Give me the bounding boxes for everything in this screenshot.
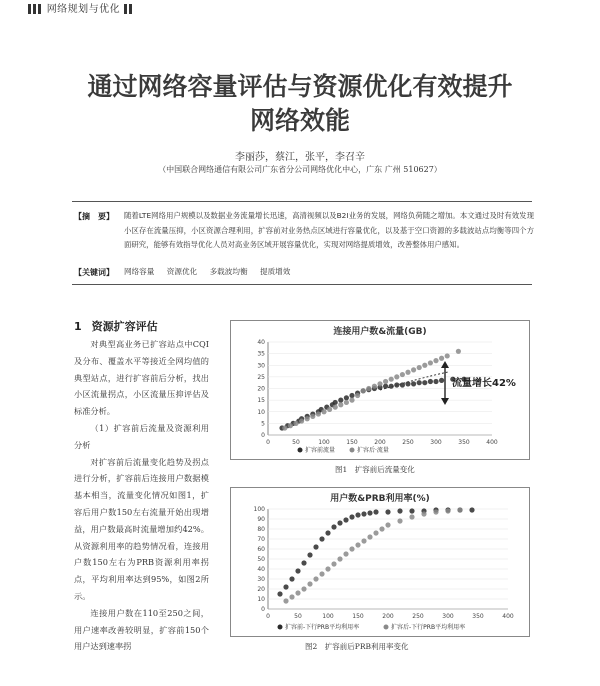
scatter-point xyxy=(367,510,372,515)
scatter-point xyxy=(327,407,332,412)
y-tick-label: 70 xyxy=(257,536,265,543)
scatter-point xyxy=(428,360,433,365)
header-bar-icon xyxy=(33,4,36,14)
scatter-point xyxy=(321,409,326,414)
keyword: 网络容量 xyxy=(124,267,155,276)
x-tick-label: 250 xyxy=(412,613,424,620)
section-heading xyxy=(74,318,168,334)
scatter-point xyxy=(344,395,349,400)
body-column xyxy=(74,336,209,655)
scatter-point xyxy=(411,367,416,372)
scatter-point xyxy=(385,509,390,514)
scatter-point xyxy=(405,370,410,375)
legend-marker xyxy=(384,625,389,630)
legend-entry: 扩容后·流量 xyxy=(357,447,389,454)
scatter-point xyxy=(428,379,433,384)
chart-title: 用户数&PRB利用率(%) xyxy=(330,494,430,504)
header-text: 网络规划与优化 xyxy=(46,4,121,15)
scatter-point xyxy=(379,526,384,531)
prb-scatter-chart xyxy=(230,487,530,637)
header-bar-icon xyxy=(38,4,41,14)
x-tick-label: 0 xyxy=(266,439,270,446)
header-bar-icon xyxy=(129,4,132,14)
paragraph: （1）扩容前后流量及资源利用分析 xyxy=(74,422,209,450)
y-tick-label: 90 xyxy=(257,516,265,523)
scatter-point xyxy=(349,398,354,403)
scatter-point xyxy=(307,581,312,586)
keywords-label: 【关键词】 xyxy=(74,268,114,277)
keyword: 多载波均衡 xyxy=(209,267,248,276)
legend-entry: 扩容前流量 xyxy=(305,447,336,454)
scatter-point xyxy=(349,514,354,519)
scatter-point xyxy=(469,507,474,512)
traffic-scatter-chart xyxy=(230,320,530,460)
scatter-point xyxy=(288,423,293,428)
y-tick-label: 50 xyxy=(257,556,265,563)
scatter-point xyxy=(361,388,366,393)
abstract-bottom-rule xyxy=(72,284,532,285)
x-tick-label: 100 xyxy=(318,439,330,446)
scatter-point xyxy=(289,576,294,581)
y-tick-label: 20 xyxy=(257,586,265,593)
scatter-point xyxy=(295,568,300,573)
scatter-point xyxy=(373,530,378,535)
title-line-2: 网络效能 xyxy=(249,106,350,135)
scatter-point xyxy=(337,520,342,525)
scatter-point xyxy=(433,509,438,514)
scatter-point xyxy=(377,381,382,386)
scatter-point xyxy=(319,571,324,576)
section-number: 1 xyxy=(74,320,82,333)
y-tick-label: 35 xyxy=(257,350,265,358)
abstract-label: 【摘 要】 xyxy=(74,212,114,221)
y-tick-label: 40 xyxy=(257,339,265,346)
scatter-point xyxy=(361,538,366,543)
x-tick-label: 0 xyxy=(266,613,270,620)
scatter-point xyxy=(283,584,288,589)
x-tick-label: 250 xyxy=(402,439,414,446)
y-tick-label: 10 xyxy=(257,408,265,416)
x-tick-label: 400 xyxy=(502,613,514,620)
scatter-point xyxy=(325,566,330,571)
scatter-point xyxy=(325,530,330,535)
running-header xyxy=(28,0,588,16)
scatter-point xyxy=(343,517,348,522)
scatter-point xyxy=(439,378,444,383)
x-tick-label: 150 xyxy=(352,613,364,620)
scatter-point xyxy=(355,512,360,517)
scatter-point xyxy=(343,551,348,556)
scatter-point xyxy=(433,358,438,363)
article-title xyxy=(60,70,540,138)
scatter-point xyxy=(338,398,343,403)
title-line-1: 通过网络容量评估与资源优化有效提升 xyxy=(87,72,513,101)
scatter-point xyxy=(295,590,300,595)
scatter-point xyxy=(409,508,414,513)
scatter-point xyxy=(333,405,338,410)
scatter-point xyxy=(439,356,444,361)
scatter-point xyxy=(305,416,310,421)
scatter-point xyxy=(319,536,324,541)
scatter-point xyxy=(372,384,377,389)
scatter-point xyxy=(389,377,394,382)
scatter-point xyxy=(361,511,366,516)
figure-caption: 图2 扩容前后PRB利用率变化 xyxy=(305,642,409,651)
scatter-point xyxy=(289,594,294,599)
scatter-point xyxy=(310,414,315,419)
chart-title: 连接用户数&流量(GB) xyxy=(333,327,427,337)
x-tick-label: 200 xyxy=(382,613,394,620)
scatter-point xyxy=(367,534,372,539)
y-tick-label: 10 xyxy=(257,596,265,603)
y-tick-label: 0 xyxy=(261,606,265,613)
scatter-point xyxy=(349,393,354,398)
x-tick-label: 300 xyxy=(442,613,454,620)
scatter-point xyxy=(299,418,304,423)
x-tick-label: 400 xyxy=(486,439,498,446)
x-tick-label: 350 xyxy=(458,439,470,446)
paragraph: 对扩容前后流量变化趋势及拐点进行分析，扩容前后连接用户数据模基本相当，流量变化情况如图1，扩容后用户数150左右流量开始出现增益，用户数最高时流量增加约42%。从资源利用率的趋势情况看，连接用户数150左右为PRB资源利用率拐点，平均利用率达到95%，如图2所示。 xyxy=(74,456,209,601)
scatter-point xyxy=(344,400,349,405)
scatter-point xyxy=(283,598,288,603)
keyword: 资源优化 xyxy=(166,267,198,276)
x-tick-label: 100 xyxy=(322,613,334,620)
scatter-point xyxy=(301,560,306,565)
keywords-list xyxy=(124,266,300,277)
scatter-point xyxy=(331,524,336,529)
scatter-point xyxy=(313,576,318,581)
scatter-point xyxy=(411,381,416,386)
y-tick-label: 60 xyxy=(257,546,265,553)
abstract-top-rule xyxy=(72,201,532,202)
scatter-point xyxy=(277,591,282,596)
y-tick-label: 5 xyxy=(261,420,265,428)
scatter-point xyxy=(301,586,306,591)
scatter-point xyxy=(355,542,360,547)
scatter-point xyxy=(417,380,422,385)
header-bar-icon xyxy=(124,4,127,14)
scatter-point xyxy=(331,561,336,566)
legend-marker xyxy=(350,448,355,453)
scatter-point xyxy=(313,544,318,549)
scatter-point xyxy=(338,402,343,407)
legend-entry: 扩容后-下行PRB平均利用率 xyxy=(391,624,466,631)
scatter-point xyxy=(282,425,287,430)
y-tick-label: 30 xyxy=(257,576,265,583)
scatter-point xyxy=(373,509,378,514)
scatter-point xyxy=(457,507,462,512)
header-bar-icon xyxy=(28,4,31,14)
section-title: 资源扩容评估 xyxy=(91,320,158,333)
scatter-point xyxy=(307,552,312,557)
scatter-point xyxy=(445,353,450,358)
x-tick-label: 50 xyxy=(292,439,300,446)
x-tick-label: 200 xyxy=(374,439,386,446)
scatter-point xyxy=(397,508,402,513)
keyword: 提质增效 xyxy=(259,267,291,276)
paragraph: 对典型高业务已扩容站点中CQI及分布、覆盖水平等接近全网均值的典型站点，进行扩容前后分析，找出小区流量拐点，小区流量压抑评估及标准分析。 xyxy=(74,339,209,417)
legend-entry: 扩容前-下行PRB平均利用率 xyxy=(285,624,360,631)
x-tick-label: 50 xyxy=(294,613,302,620)
scatter-point xyxy=(417,365,422,370)
scatter-point xyxy=(422,363,427,368)
scatter-point xyxy=(456,349,461,354)
scatter-point xyxy=(400,372,405,377)
scatter-point xyxy=(445,508,450,513)
scatter-point xyxy=(366,386,371,391)
y-tick-label: 30 xyxy=(257,362,265,370)
y-tick-label: 15 xyxy=(257,397,265,405)
y-tick-label: 100 xyxy=(253,506,265,513)
scatter-point xyxy=(421,511,426,516)
abstract-text: 随着LTE网络用户规模以及数据业务流量增长迅速，高清视频以及B2I业务的发展，网络负荷随之增加。本文通过及时有效发现小区存在流量压抑，小区资源合理利用，扩容前对业务热点区域进行容量优化，以及基于空口资源的多载波站点均衡等四个方面研究，能够有效指导优化人员对高业务区域开展容量优化，实现对网络提质增效，改善整体用户感知。 xyxy=(124,211,534,249)
scatter-point xyxy=(333,400,338,405)
scatter-point xyxy=(385,522,390,527)
y-tick-label: 0 xyxy=(261,432,265,439)
y-tick-label: 20 xyxy=(257,385,265,393)
scatter-point xyxy=(383,379,388,384)
scatter-point xyxy=(422,380,427,385)
legend-marker xyxy=(298,448,303,453)
scatter-point xyxy=(397,518,402,523)
affiliation: （中国联合网络通信有限公司广东省分公司网络优化中心，广东 广州 510627） xyxy=(158,165,442,174)
scatter-point xyxy=(394,374,399,379)
y-tick-label: 25 xyxy=(257,373,265,381)
scatter-point xyxy=(433,379,438,384)
authors: 李丽莎，蔡江，张平，李召辛 xyxy=(235,152,365,163)
chart-frame xyxy=(231,488,530,637)
y-tick-label: 40 xyxy=(257,566,265,573)
x-tick-label: 350 xyxy=(472,613,484,620)
scatter-point xyxy=(316,411,321,416)
legend-marker xyxy=(278,625,283,630)
scatter-point xyxy=(337,556,342,561)
x-tick-label: 150 xyxy=(346,439,358,446)
y-tick-label: 80 xyxy=(257,526,265,533)
growth-annotation: 流量增长42% xyxy=(452,378,516,389)
x-tick-label: 300 xyxy=(430,439,442,446)
paragraph: 连接用户数在110至250之间，用户速率改善较明显，扩容前150个用户达到速率拐 xyxy=(74,607,209,652)
scatter-point xyxy=(409,514,414,519)
scatter-point xyxy=(293,421,298,426)
figure-caption: 图1 扩容前后流量变化 xyxy=(335,465,415,474)
scatter-point xyxy=(355,393,360,398)
scatter-point xyxy=(349,546,354,551)
